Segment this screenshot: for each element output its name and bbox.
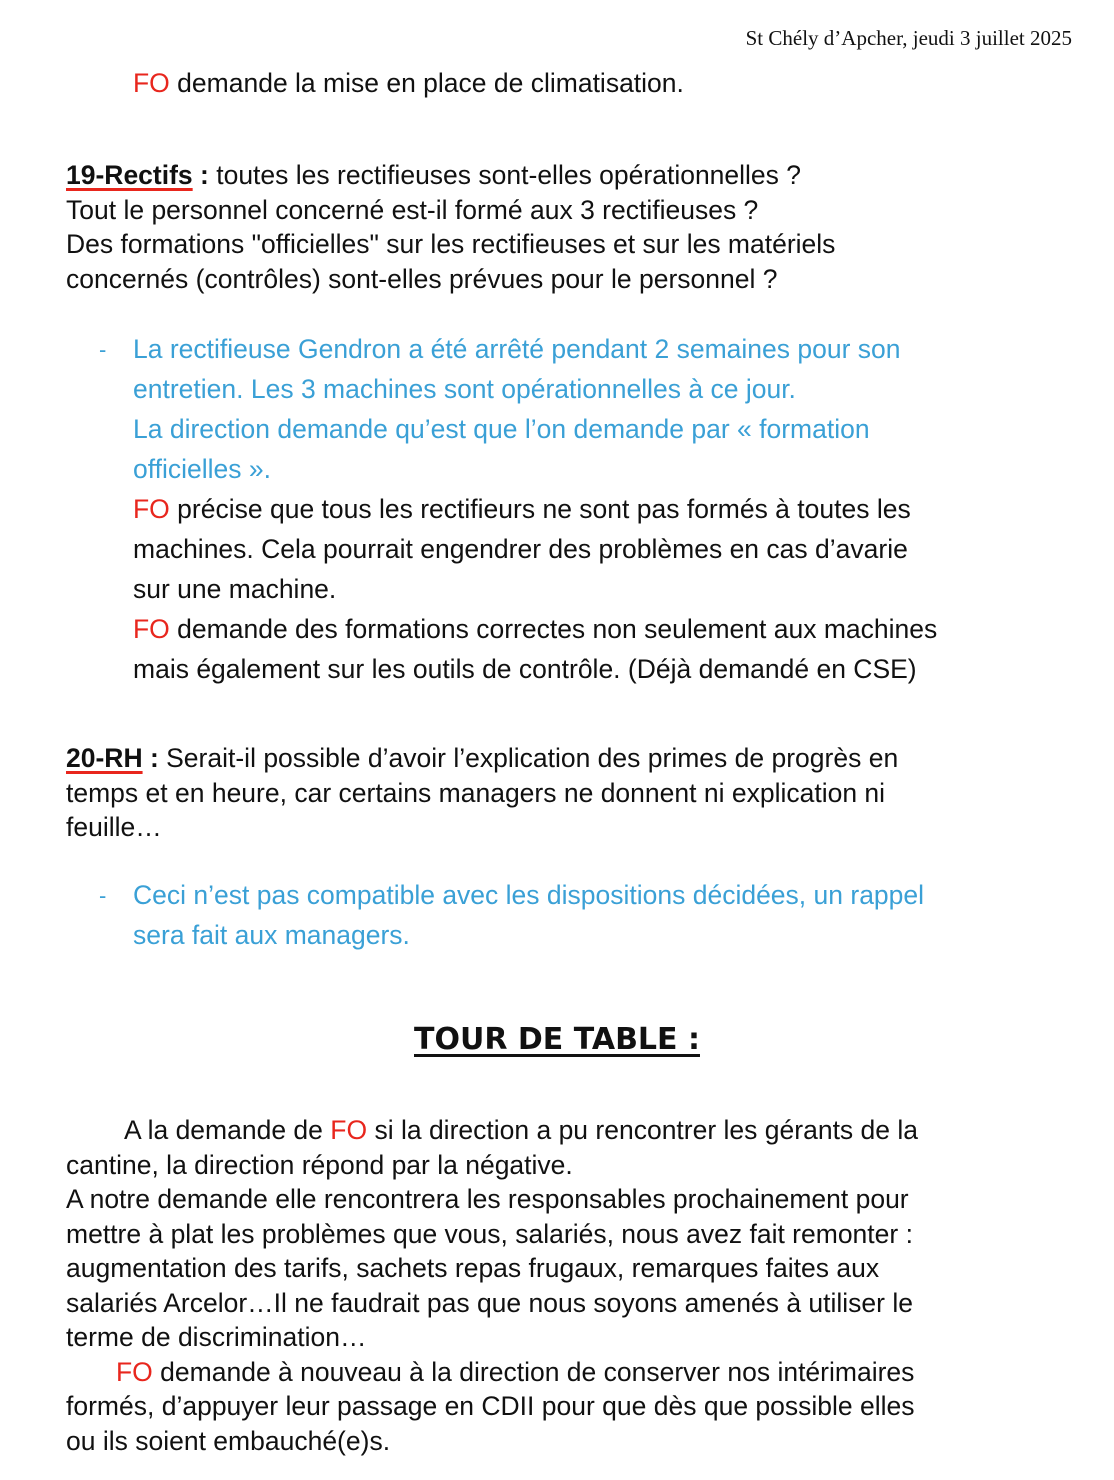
- q19-label: 19-Rectifs: [66, 160, 193, 190]
- fo-label: FO: [133, 614, 170, 644]
- q19-resp2: entretien. Les 3 machines sont opérationnelles à ce jour.: [133, 374, 796, 404]
- q20-resp1: Ceci n’est pas compatible avec les dispositions décidées, un rappel: [133, 880, 925, 910]
- question-20: [66, 741, 1076, 845]
- q19-response: [133, 329, 1078, 689]
- q20-line1: Serait-il possible d’avoir l’explication des primes de progrès en: [158, 743, 899, 773]
- q19-bullet: -: [99, 337, 107, 362]
- tour-p1-pre: A la demande de: [124, 1115, 331, 1145]
- fo-label: FO: [133, 68, 170, 98]
- tour-p2-l4: salariés Arcelor…Il ne faudrait pas que nous soyons amenés à utiliser le: [66, 1287, 913, 1318]
- tour-heading: TOUR DE TABLE :: [414, 1022, 700, 1057]
- q20-line3: feuille…: [66, 812, 162, 842]
- clim-text: demande la mise en place de climatisation.: [169, 68, 684, 98]
- tour-p1-post: si la direction a pu rencontrer les gérants de la: [367, 1115, 919, 1145]
- tour-p1-l2: cantine, la direction répond par la négative.: [66, 1149, 573, 1180]
- q20-line2: temps et en heure, car certains managers ne donnent ni explication ni: [66, 777, 886, 808]
- tour-p3-post: demande à nouveau à la direction de conserver nos intérimaires: [152, 1356, 915, 1387]
- q19-resp1: La rectifieuse Gendron a été arrêté pendant 2 semaines pour son: [133, 334, 901, 364]
- tour-p2-l3: augmentation des tarifs, sachets repas frugaux, remarques faites aux: [66, 1253, 880, 1283]
- q20-response: [133, 875, 1078, 955]
- q19-fo1-c: sur une machine.: [133, 574, 337, 604]
- q20-colon: :: [142, 743, 159, 773]
- tour-p2-l2: mettre à plat les problèmes que vous, salariés, nous avez fait remonter :: [66, 1218, 913, 1249]
- q19-fo2-a: demande des formations correctes non seulement aux machines: [169, 614, 938, 644]
- q20-resp2: sera fait aux managers.: [133, 920, 410, 950]
- tour-p2-l5: terme de discrimination…: [66, 1322, 367, 1352]
- q19-line2: Tout le personnel concerné est-il formé aux 3 rectifieuses ?: [66, 194, 759, 225]
- tour-p2-l1: A notre demande elle rencontrera les responsables prochainement pour: [66, 1184, 909, 1214]
- tour-p3-l2: formés, d’appuyer leur passage en CDII pour que dès que possible elles: [66, 1391, 915, 1421]
- fo-label: FO: [116, 1356, 153, 1387]
- q19-resp3: La direction demande qu’est que l’on demande par « formation: [133, 414, 870, 444]
- tour-p3-l3: ou ils soient embauché(e)s.: [66, 1425, 391, 1456]
- q19-fo2-b: mais également sur les outils de contrôle. (Déjà demandé en CSE): [133, 654, 917, 684]
- dateline: St Chély d’Apcher, jeudi 3 juillet 2025: [745, 26, 1072, 50]
- fo-label: FO: [133, 494, 170, 524]
- question-19: [66, 158, 1076, 296]
- q20-bullet: -: [99, 883, 107, 908]
- fo-label: FO: [330, 1115, 368, 1145]
- q20-label: 20-RH: [66, 743, 143, 773]
- q19-fo1-a: précise que tous les rectifieurs ne sont pas formés à toutes les: [169, 494, 911, 524]
- q19-resp4: officielles ».: [133, 454, 271, 484]
- tour-body: [66, 1113, 1076, 1458]
- q19-colon: :: [192, 160, 209, 190]
- q19-line1: toutes les rectifieuses sont-elles opérationnelles ?: [208, 160, 802, 190]
- clim-paragraph: [133, 66, 1078, 101]
- q19-line3: Des formations "officielles" sur les rectifieuses et sur les matériels: [66, 229, 836, 259]
- q19-fo1-b: machines. Cela pourrait engendrer des problèmes en cas d’avarie: [133, 534, 908, 564]
- q19-line4: concernés (contrôles) sont-elles prévues pour le personnel ?: [66, 263, 778, 294]
